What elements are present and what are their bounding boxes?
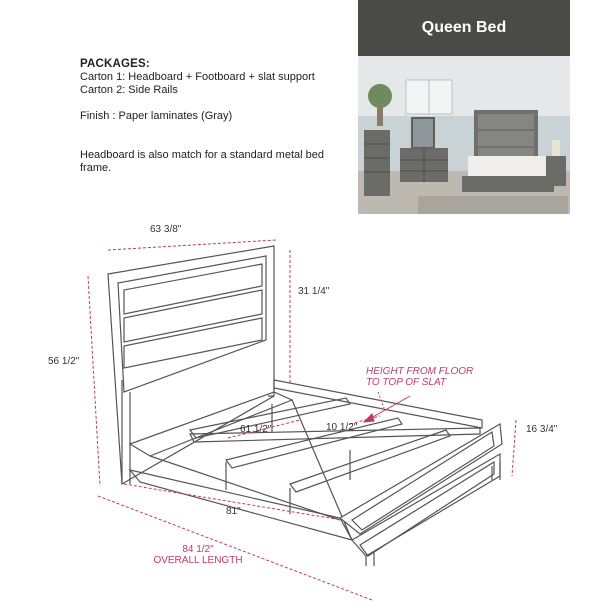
annotation-arrow-head (364, 414, 374, 422)
annotation-line-1: HEIGHT FROM FLOOR (366, 366, 474, 377)
overall-length-caption: OVERALL LENGTH (153, 555, 243, 566)
bedroom-photo-illustration (358, 56, 570, 214)
slat-height-annotation (366, 366, 473, 388)
dim-footboard-height: 16 3/4" (526, 424, 558, 435)
dim-headboard-panel-height: 31 1/4" (298, 286, 330, 297)
dim-slat-height: 10 1/2" (326, 422, 358, 433)
packages-heading: PACKAGES: (80, 58, 150, 70)
note-line-1: Headboard is also match for a standard metal bed (80, 149, 324, 161)
carton-1: Carton 1: Headboard + Footboard + slat support (80, 71, 315, 83)
dim-headboard-width: 63 3/8" (150, 224, 182, 235)
dim-total-height: 56 1/2" (48, 356, 80, 367)
annotation-line-2: TO TOP OF SLAT (366, 377, 447, 388)
packages-info (80, 58, 360, 175)
overall-length-label (148, 544, 248, 566)
dim-line-headboard-width (108, 240, 276, 250)
headboard-outline (108, 246, 274, 484)
product-title: Queen Bed (421, 19, 507, 36)
dim-line-footboard-height (512, 420, 516, 476)
dim-overall-length: 84 1/2" (182, 544, 214, 555)
front-side-rail (130, 470, 352, 540)
note-line-2: frame. (80, 162, 112, 174)
finish-text: Finish : Paper laminates (Gray) (80, 110, 233, 122)
bed-dimension-drawing (0, 210, 612, 612)
dim-line-total-height (88, 276, 100, 486)
bedroom-photo (358, 56, 570, 214)
dim-inner-width: 61 1/2" (240, 424, 272, 435)
carton-2: Carton 2: Side Rails (80, 84, 178, 96)
dim-rail-length: 81" (226, 506, 241, 517)
product-title-bar (358, 0, 570, 56)
